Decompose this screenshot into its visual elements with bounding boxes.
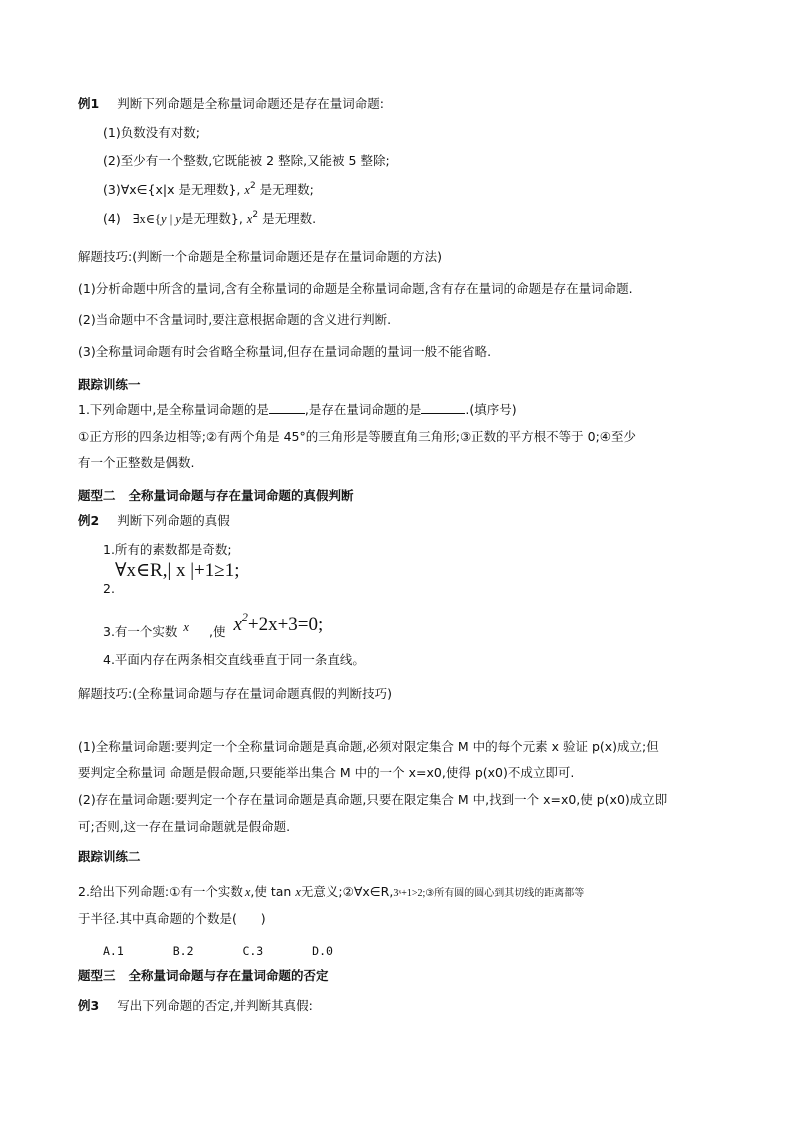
practice2-question-line-2: 于半径.其中真命题的个数是( ) <box>78 911 266 926</box>
option-a[interactable]: A.1 <box>103 944 124 958</box>
example2-item-1: 1.所有的素数都是奇数; <box>103 542 232 557</box>
tips1-point-1: (1)分析命题中所含的量词,含有全称量词的命题是全称量词命题,含有存在量词的命题是存在量词命题. <box>78 281 633 296</box>
example2-title: 判断下列命题的真假 <box>117 513 230 528</box>
practice2-options <box>103 942 333 960</box>
tips2-title: 解题技巧:(全称量词命题与存在量词命题真假的判断技巧) <box>78 686 392 701</box>
example3-label: 例3 <box>78 998 100 1013</box>
option-d[interactable]: D.0 <box>312 944 333 958</box>
example2-item-3: 3.有一个实数 x ,使 $x^2+2x+3=0$; <box>103 610 324 639</box>
tips2-point-1-line-2: 要判定全称量词 命题是假命题,只要能举出集合 M 中的一个 x=x0,使得 p(x0)不成立即可. <box>78 765 575 780</box>
type2-title: 题型二 全称量词命题与存在量词命题的真假判断 <box>78 488 354 503</box>
answer-blank-1[interactable] <box>269 400 305 414</box>
tips2-point-1-line-1: (1)全称量词命题:要判定一个全称量词命题是真命题,必须对限定集合 M 中的每个元素 x 验证 p(x)成立;但 <box>78 739 659 754</box>
example1-title: 判断下列命题是全称量词命题还是存在量词命题: <box>117 96 384 111</box>
tips2-point-2-line-2: 可;否则,这一存在量词命题就是假命题. <box>78 819 291 834</box>
option-c[interactable]: C.3 <box>242 944 264 958</box>
example2-heading <box>78 512 230 530</box>
tips2-point-2-line-1: (2)存在量词命题:要判定一个存在量词命题是真命题,只要在限定集合 M 中,找到一个 x=x0,使 p(x0)成立即 <box>78 792 668 807</box>
practice2-question-line-1: 2.给出下列命题:①有一个实数 x,使 tan x无意义;②∀x∈R,3ˣ+1>2;③所有圆的圆心到其切线的距离都等 <box>78 884 585 899</box>
example1-item-3: (3)∀x∈{x|x 是无理数}, $x^2$ 是无理数; <box>103 181 314 197</box>
tips1-title: 解题技巧:(判断一个命题是全称量词命题还是存在量词命题的方法) <box>78 249 442 264</box>
practice1-question: 1.下列命题中,是全称量词命题的是 ,是存在量词命题的是 .(填序号) <box>78 402 517 417</box>
example3-title: 写出下列命题的否定,并判断其真假: <box>117 998 313 1013</box>
example3-heading <box>78 997 313 1015</box>
practice2-title: 跟踪训练二 <box>78 849 141 864</box>
example1-item-4: (4) ∃x∈{y | y是无理数}, $x^2$ 是无理数. <box>103 210 317 226</box>
tips1-point-3: (3)全称量词命题有时会省略全称量词,但存在量词命题的量词一般不能省略. <box>78 344 492 359</box>
example1-heading <box>78 95 384 113</box>
example2-label: 例2 <box>78 513 100 528</box>
practice1-options-line-1: ①正方形的四条边相等;②有两个角是 45°的三角形是等腰直角三角形;③正数的平方根不等于 0;④至少 <box>78 429 637 444</box>
answer-blank-2[interactable] <box>421 400 465 414</box>
example2-item-2-formula: ∀x∈R,| x |+1≥1; <box>115 560 240 581</box>
example2-item-3-formula: $x^2+2x+3=0$; <box>233 610 324 635</box>
option-b[interactable]: B.2 <box>172 944 194 958</box>
example2-item-4: 4.平面内存在两条相交直线垂直于同一条直线。 <box>103 652 365 667</box>
example1-label: 例1 <box>78 96 100 111</box>
practice1-title: 跟踪训练一 <box>78 377 141 392</box>
type3-title: 题型三 全称量词命题与存在量词命题的否定 <box>78 968 329 983</box>
tips1-point-2: (2)当命题中不含量词时,要注意根据命题的含义进行判断. <box>78 312 392 327</box>
practice1-options-line-2: 有一个正整数是偶数. <box>78 455 195 470</box>
example1-item-1: (1)负数没有对数; <box>103 125 200 140</box>
example1-item-2: (2)至少有一个整数,它既能被 2 整除,又能被 5 整除; <box>103 153 390 168</box>
